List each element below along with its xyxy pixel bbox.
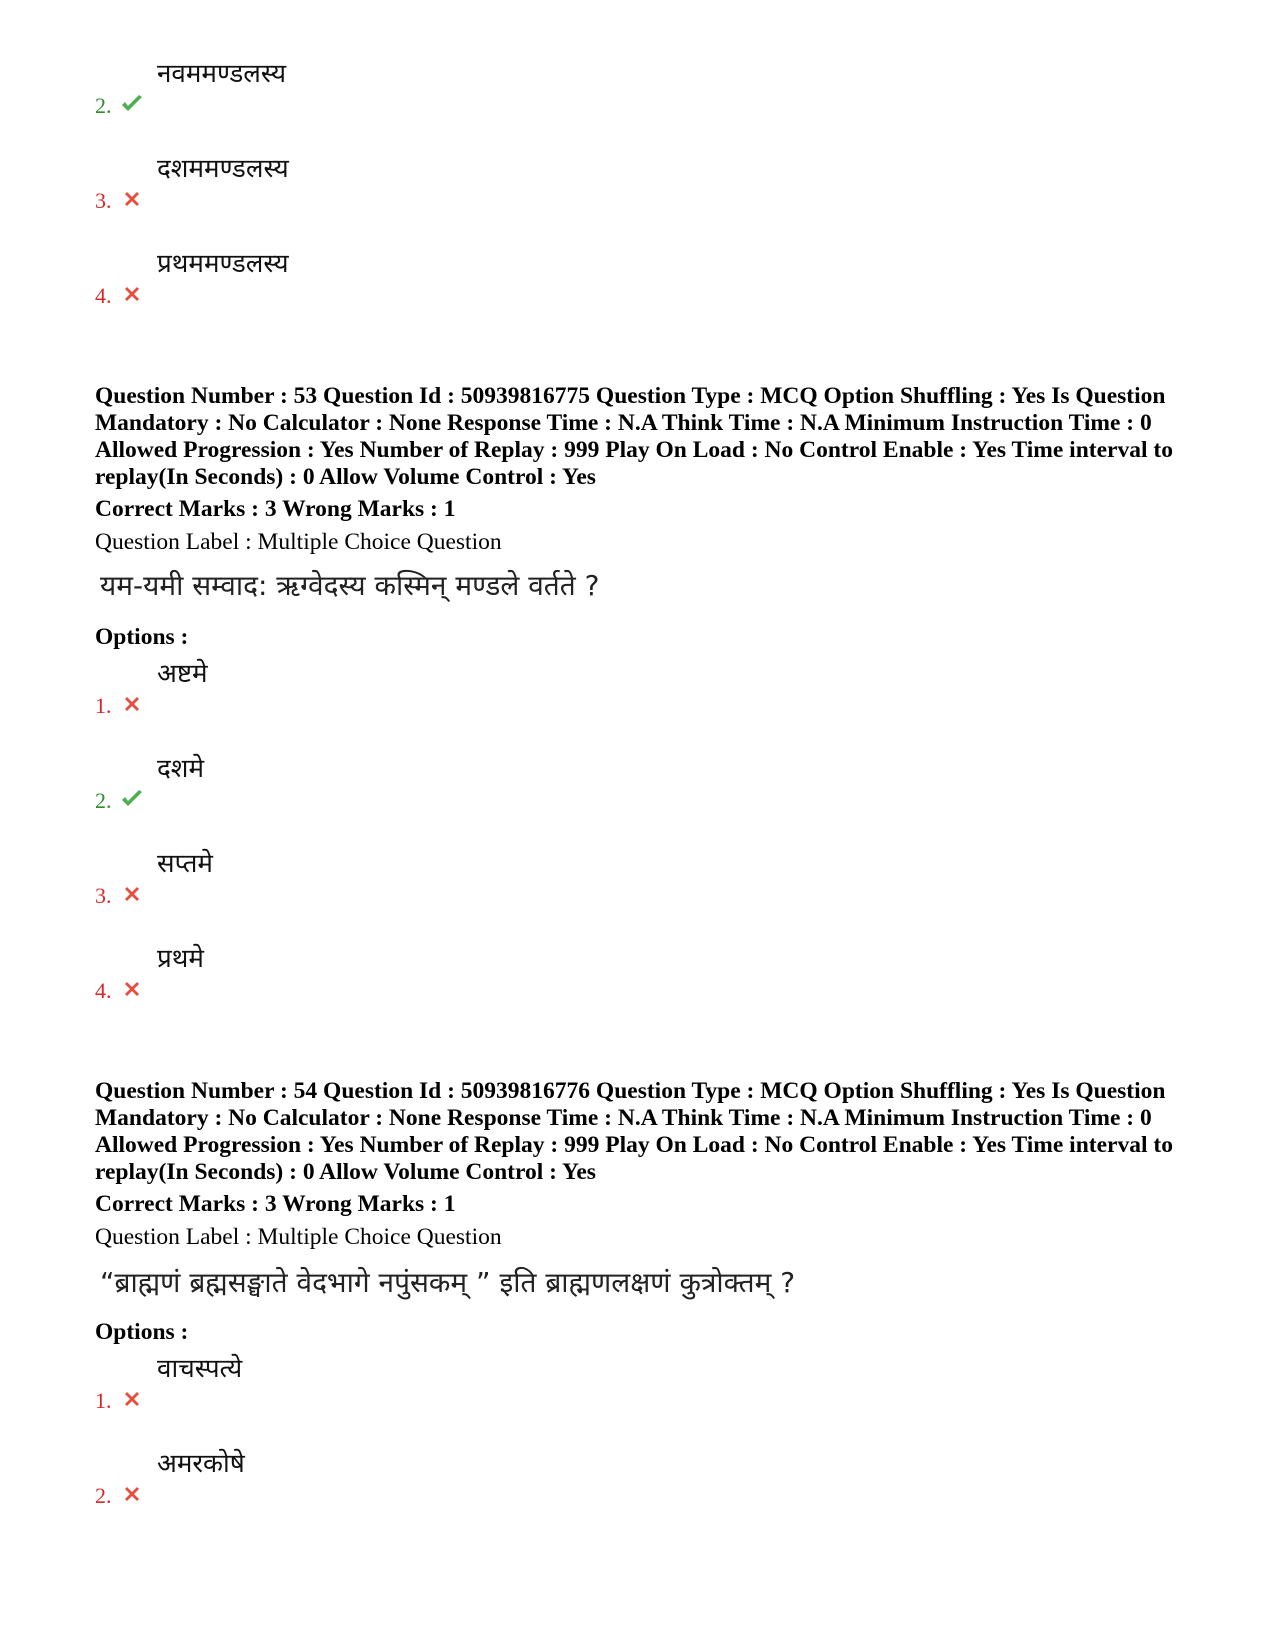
option-item [95, 153, 695, 213]
question-meta: Question Number : 53 Question Id : 50939816775 Question Type : MCQ Option Shuffling : Yes Is Question Mandatory : No Calculator : None Response Time : N.A Think Time : N.A Minimum Instruction Time : 0 Allowed Progression : Yes Number of Replay : 999 Play On Load : No Control Enable : Yes Time interval to replay(In Seconds) : 0 Allow Volume Control : Yes [95, 383, 1173, 490]
question-label: Question Label : Multiple Choice Question [95, 529, 502, 555]
option-item [95, 753, 695, 813]
cross-icon [120, 977, 144, 1001]
cross-icon [120, 187, 144, 211]
option-number: 2. [95, 1483, 112, 1508]
option-number: 4. [95, 978, 112, 1003]
option-number: 3. [95, 883, 112, 908]
option-item [95, 848, 695, 908]
option-item [95, 658, 695, 718]
question-text: यम-यमी सम्वाद: ऋग्वेदस्य कस्मिन् मण्डले वर्तते ? [100, 569, 600, 602]
option-item [95, 58, 695, 118]
option-number: 1. [95, 693, 112, 718]
cross-icon [120, 882, 144, 906]
option-item [95, 1448, 695, 1508]
option-text: वाचस्पत्ये [157, 1354, 243, 1384]
check-icon [120, 787, 144, 811]
question-meta: Question Number : 54 Question Id : 50939816776 Question Type : MCQ Option Shuffling : Yes Is Question Mandatory : No Calculator : None Response Time : N.A Think Time : N.A Minimum Instruction Time : 0 Allowed Progression : Yes Number of Replay : 999 Play On Load : No Control Enable : Yes Time interval to replay(In Seconds) : 0 Allow Volume Control : Yes [95, 1078, 1173, 1185]
option-number: 3. [95, 188, 112, 213]
question-marks: Correct Marks : 3 Wrong Marks : 1 [95, 1191, 456, 1217]
option-number: 2. [95, 788, 112, 813]
option-text: प्रथममण्डलस्य [157, 249, 289, 279]
option-text: दशमे [157, 754, 205, 784]
option-text: सप्तमे [157, 849, 213, 879]
cross-icon [120, 692, 144, 716]
option-item [95, 248, 695, 308]
option-text: अमरकोषे [157, 1449, 245, 1479]
option-item [95, 943, 695, 1003]
options-heading: Options : [95, 1319, 189, 1345]
option-text: नवममण्डलस्य [157, 59, 287, 89]
question-label: Question Label : Multiple Choice Question [95, 1224, 502, 1250]
cross-icon [120, 1387, 144, 1411]
option-text: प्रथमे [157, 944, 204, 974]
question-marks: Correct Marks : 3 Wrong Marks : 1 [95, 496, 456, 522]
option-item [95, 1353, 695, 1413]
option-number: 4. [95, 283, 112, 308]
option-text: दशममण्डलस्य [157, 154, 289, 184]
question-text: “ब्राह्मणं ब्रह्मसङ्घाते वेदभागे नपुंसकम् ” इति ब्राह्मणलक्षणं कुत्रोक्तम् ? [100, 1266, 796, 1299]
option-number: 1. [95, 1388, 112, 1413]
option-number: 2. [95, 93, 112, 118]
cross-icon [120, 1482, 144, 1506]
check-icon [120, 92, 144, 116]
cross-icon [120, 282, 144, 306]
option-text: अष्टमे [157, 659, 208, 689]
options-heading: Options : [95, 624, 189, 650]
